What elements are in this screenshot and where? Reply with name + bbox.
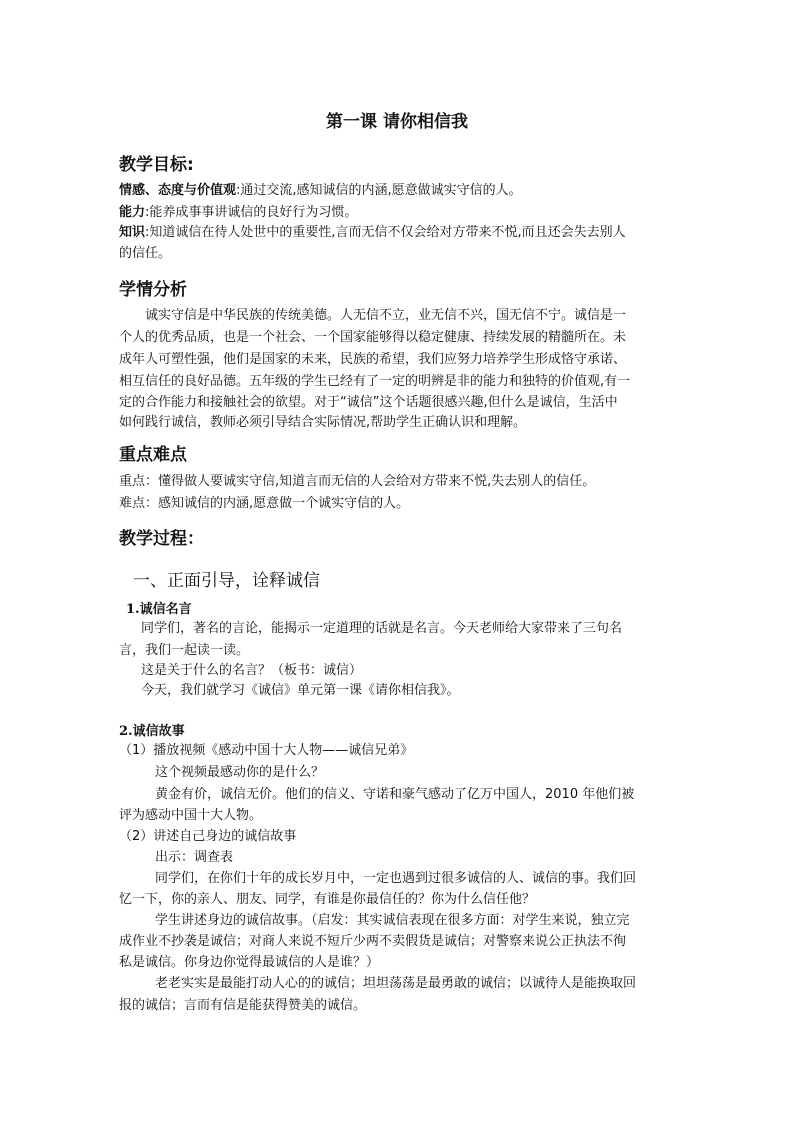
paragraph-line: 忆一下，你的亲人、朋友、同学，有谁是你最信任的？你为什么信任他？	[119, 892, 536, 907]
subsection-heading: 1.诚信名言	[126, 602, 192, 617]
objective-knowledge	[119, 222, 626, 243]
page-title: 第一课 请你相信我	[326, 112, 468, 132]
paragraph-line: 评为感动中国十大人物。	[119, 808, 263, 823]
section-heading: 一、正面引导，诠释诚信	[133, 571, 320, 591]
paragraph-line: 言，我们一起读一读。	[119, 643, 250, 658]
objectives-heading: 教学目标:	[119, 155, 194, 175]
objective-knowledge-label: 知识	[119, 225, 146, 240]
objective-emotion	[119, 180, 522, 201]
analysis-line: 如何践行诚信，教师必须引导结合实际情况,帮助学生正确认识和理解。	[119, 415, 527, 430]
objective-ability	[119, 202, 357, 223]
keypoints-heading: 重点难点	[119, 445, 187, 465]
paragraph-line: 老老实实是最能打动人心的的诚信；坦坦荡荡是最勇敢的诚信；以诚待人是能换取回	[155, 976, 637, 991]
objective-knowledge-text: :知道诚信在待人处世中的重要性,言而无信不仅会给对方带来不悦,而且还会失去别人	[145, 225, 626, 240]
process-heading: 教学过程：	[119, 529, 204, 549]
keypoint-key: 重点：懂得做人要诚实守信,知道言而无信的人会给对方带来不悦,失去别人的信任。	[119, 474, 596, 489]
keypoint-difficulty: 难点：感知诚信的内涵,愿意做一个诚实守信的人。	[119, 496, 410, 511]
paragraph-line: 这个视频最感动你的是什么？	[155, 765, 325, 780]
objective-ability-label: 能力	[119, 205, 146, 220]
paragraph-line: 这是关于什么的名言？（板书：诚信）	[141, 663, 363, 678]
objective-emotion-label: 情感、态度与价值观	[119, 183, 237, 198]
paragraph-line: 同学们，在你们十年的成长岁月中，一定也遇到过很多诚信的人、诚信的事。我们回	[155, 871, 637, 886]
objective-emotion-text: :通过交流,感知诚信的内涵,愿意做诚实守信的人。	[236, 183, 522, 198]
paragraph-line: 同学们，著名的言论，能揭示一定道理的话就是名言。今天老师给大家带来了三句名	[141, 621, 623, 636]
analysis-line: 相互信任的良好品德。五年级的学生已经有了一定的明辨是非的能力和独特的价值观,有一	[119, 374, 631, 389]
analysis-line: 定的合作能力和接触社会的欲望。对于“诚信”这个话题很感兴趣,但什么是诚信，生活中	[119, 395, 618, 410]
subsection-heading: 2.诚信故事	[119, 724, 185, 739]
paragraph-line: 私是诚信。你身边你觉得最诚信的人是谁？）	[119, 955, 380, 970]
paragraph-line: 今天，我们就学习《诚信》单元第一课《请你相信我》。	[141, 683, 460, 698]
paragraph-line: 出示：调查表	[155, 850, 234, 865]
paragraph-line: 学生讲述身边的诚信故事。（启发：其实诚信表现在很多方面：对学生来说，独立完	[155, 913, 630, 928]
list-item: （2）讲述自己身边的诚信故事	[119, 829, 297, 844]
paragraph-line: 成作业不抄袭是诚信；对商人来说不短斤少两不卖假货是诚信；对警察来说公正执法不徇	[119, 934, 627, 949]
analysis-line: 诚实守信是中华民族的传统美德。人无信不立，业无信不兴，国无信不宁。诚信是一	[145, 308, 627, 323]
paragraph-line: 报的诚信；言而有信是能获得赞美的诚信。	[119, 998, 367, 1013]
paragraph-line: 黄金有价，诚信无价。他们的信义、守诺和豪气感动了亿万中国人，2010 年他们被	[155, 787, 635, 802]
objective-ability-text: :能养成事事讲诚信的良好行为习惯。	[145, 205, 358, 220]
analysis-line: 个人的优秀品质，也是一个社会、一个国家能够得以稳定健康、持续发展的精髓所在。未	[119, 330, 627, 345]
analysis-heading: 学情分析	[119, 280, 187, 300]
analysis-line: 成年人可塑性强，他们是国家的未来，民族的希望，我们应努力培养学生形成恪守承诺、	[119, 352, 627, 367]
objective-knowledge-cont: 的信任。	[119, 246, 172, 261]
list-item: （1）播放视频《感动中国十大人物——诚信兄弟》	[119, 743, 414, 758]
